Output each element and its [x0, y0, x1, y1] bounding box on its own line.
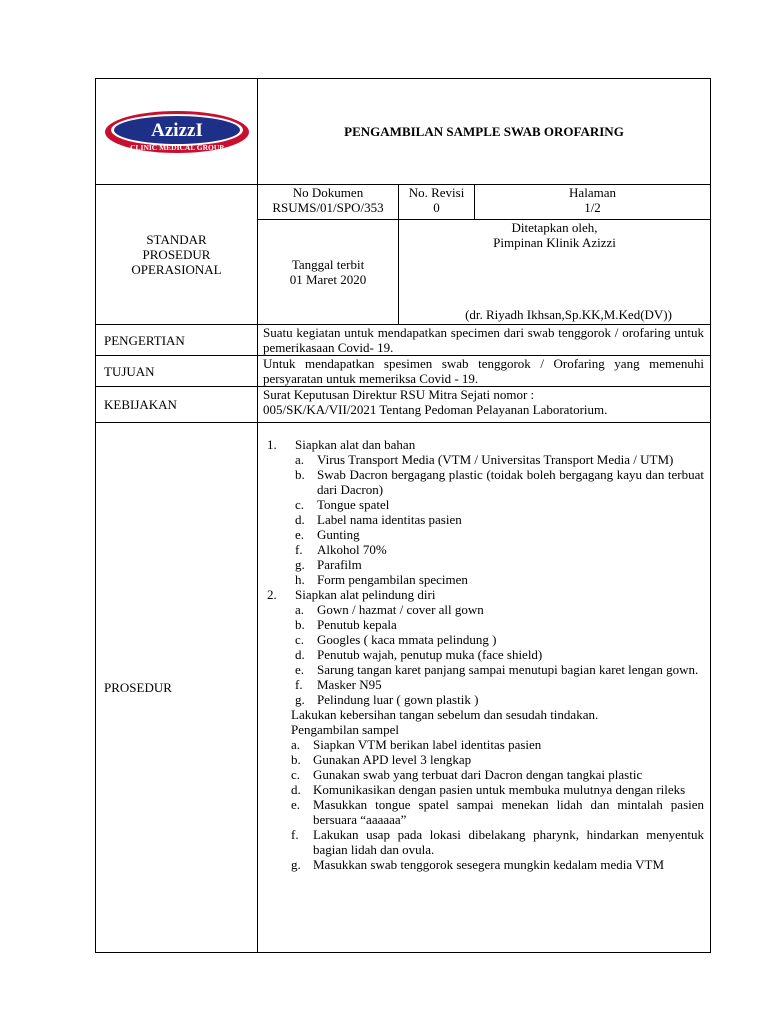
list-item-text: Penutub kepala — [317, 617, 397, 632]
list-item — [295, 542, 704, 557]
sampling-steps — [263, 737, 704, 872]
issue-date-cell — [258, 220, 399, 325]
kebijakan-text — [258, 387, 711, 423]
list-item-letter: b. — [295, 617, 305, 632]
list-item-text: Komunikasikan dengan pasien untuk membuka mulutnya dengan rileks — [313, 782, 686, 797]
list-item — [291, 797, 705, 827]
step-items — [295, 452, 704, 587]
list-item — [295, 467, 705, 497]
revision-cell — [399, 185, 475, 220]
sampling-title: Pengambilan sampel — [291, 722, 399, 737]
pengertian-text: Suatu kegiatan untuk mendapatkan specimen dari swab tenggorok / orofaring untuk pemerikasaan Covid- 19. — [258, 325, 711, 356]
list-item-text: Form pengambilan specimen — [317, 572, 468, 587]
approval-signer: (dr. Riyadh Ikhsan,Sp.KK,M.Ked(DV)) — [465, 307, 672, 322]
procedure-step — [267, 587, 704, 707]
procedure-steps — [263, 437, 704, 707]
pengertian-label: PENGERTIAN — [96, 325, 258, 356]
list-item-text: Sarung tangan karet panjang sampai menutupi bagian karet lengan gown. — [317, 662, 699, 677]
prosedur-label: PROSEDUR — [96, 423, 258, 953]
list-item — [295, 617, 704, 632]
list-item — [295, 557, 704, 572]
approval-line1: Ditetapkan oleh, — [511, 220, 598, 235]
step-items — [295, 602, 704, 707]
doc-number-label: No Dokumen — [292, 185, 364, 200]
list-item-text: Label nama identitas pasien — [317, 512, 462, 527]
clinic-logo — [102, 109, 252, 155]
list-item — [291, 767, 704, 782]
list-item-letter: g. — [295, 692, 305, 707]
list-item-letter: d. — [295, 512, 305, 527]
list-item-letter: h. — [295, 572, 305, 587]
prosedur-content — [258, 423, 711, 953]
kebijakan-line1: Surat Keputusan Direktur RSU Mitra Sejati nomor : — [263, 387, 535, 402]
list-item — [295, 632, 704, 647]
list-item-letter: a. — [295, 452, 305, 467]
list-item — [295, 497, 704, 512]
list-item — [295, 647, 704, 662]
step-title: Siapkan alat pelindung diri — [295, 587, 436, 602]
list-item-text: Virus Transport Media (VTM / Universitas Transport Media / UTM) — [317, 452, 674, 467]
approval-cell — [399, 220, 711, 325]
list-item-letter: c. — [295, 632, 305, 647]
kebijakan-label: KEBIJAKAN — [96, 387, 258, 423]
list-item-letter: e. — [291, 797, 301, 812]
list-item — [295, 452, 704, 467]
list-item-letter: f. — [295, 677, 303, 692]
list-item-text: Gunakan APD level 3 lengkap — [313, 752, 472, 767]
list-item-letter: b. — [295, 467, 305, 482]
list-item — [295, 602, 704, 617]
list-item — [291, 752, 704, 767]
list-item-text: Masukkan tongue spatel sampai menekan lidah dan mintalah pasien bersuara “aaaaaa” — [313, 797, 705, 827]
approval-line2: Pimpinan Klinik Azizzi — [493, 235, 616, 250]
list-item — [291, 737, 704, 752]
page-cell — [475, 185, 711, 220]
page-label: Halaman — [569, 185, 616, 200]
tujuan-text: Untuk mendapatkan spesimen swab tenggorok / Orofaring yang memenuhi persyaratan untuk memeriksa Covid - 19. — [258, 356, 711, 387]
list-item — [295, 692, 704, 707]
list-item — [295, 662, 704, 677]
list-item — [295, 512, 704, 527]
list-item-text: Siapkan VTM berikan label identitas pasien — [313, 737, 542, 752]
list-item-letter: a. — [291, 737, 301, 752]
step-title: Siapkan alat dan bahan — [295, 437, 416, 452]
revision-label: No. Revisi — [408, 185, 465, 200]
step-number: 1. — [267, 437, 277, 452]
revision-value: 0 — [433, 200, 440, 215]
document-title: PENGAMBILAN SAMPLE SWAB OROFARING — [258, 79, 711, 185]
list-item-letter: d. — [291, 782, 301, 797]
list-item-text: Gunakan swab yang terbuat dari Dacron dengan tangkai plastic — [313, 767, 643, 782]
list-item-text: Masukkan swab tenggorok sesegera mungkin kedalam media VTM — [313, 857, 665, 872]
list-item-letter: a. — [295, 602, 305, 617]
list-item-letter: g. — [295, 557, 305, 572]
list-item-text: Penutub wajah, penutup muka (face shield) — [317, 647, 543, 662]
list-item-text: Alkohol 70% — [317, 542, 387, 557]
list-item — [291, 827, 705, 857]
doc-number-cell — [258, 185, 399, 220]
list-item-text: Googles ( kaca mmata pelindung ) — [317, 632, 497, 647]
list-item-letter: c. — [291, 767, 301, 782]
list-item-text: Pelindung luar ( gown plastik ) — [317, 692, 479, 707]
list-item-letter: f. — [291, 827, 299, 842]
list-item — [295, 527, 704, 542]
list-item-text: Lakukan usap pada lokasi dibelakang pharynk, hindarkan menyentuk bagian lidah dan ovula. — [313, 827, 705, 857]
tujuan-label: TUJUAN — [96, 356, 258, 387]
logo-tagline: CLINIC MEDICAL GROUP — [129, 142, 224, 152]
kebijakan-line2: 005/SK/KA/VII/2021 Tentang Pedoman Pelayanan Laboratorium. — [263, 402, 608, 417]
step-number: 2. — [267, 587, 277, 602]
issue-date-value: 01 Maret 2020 — [289, 272, 367, 287]
list-item-letter: d. — [295, 647, 305, 662]
issue-date-label: Tanggal terbit — [291, 257, 365, 272]
page-value: 1/2 — [584, 200, 601, 215]
list-item-letter: f. — [295, 542, 303, 557]
list-item-letter: e. — [295, 527, 305, 542]
list-item-text: Gunting — [317, 527, 360, 542]
list-item-text: Parafilm — [317, 557, 362, 572]
logo-cell — [96, 79, 258, 185]
list-item — [291, 782, 704, 797]
list-item-letter: b. — [291, 752, 301, 767]
list-item-letter: c. — [295, 497, 305, 512]
list-item — [295, 572, 704, 587]
sop-label: STANDAR PROSEDUR OPERASIONAL — [96, 185, 258, 325]
list-item-text: Masker N95 — [317, 677, 382, 692]
list-item — [295, 677, 704, 692]
list-item-letter: e. — [295, 662, 305, 677]
list-item-text: Gown / hazmat / cover all gown — [317, 602, 484, 617]
doc-number-value: RSUMS/01/SPO/353 — [272, 200, 384, 215]
list-item — [291, 857, 704, 872]
procedure-step — [267, 437, 705, 587]
list-item-letter: g. — [291, 857, 301, 872]
list-item-text: Tongue spatel — [317, 497, 390, 512]
sop-document — [95, 78, 711, 953]
logo-brand: AzizzI — [150, 119, 203, 141]
list-item-text: Swab Dacron bergagang plastic (toidak boleh bergagang kayu dan terbuat dari Dacron) — [317, 467, 705, 497]
hand-hygiene-text: Lakukan kebersihan tangan sebelum dan sesudah tindakan. — [291, 707, 599, 722]
